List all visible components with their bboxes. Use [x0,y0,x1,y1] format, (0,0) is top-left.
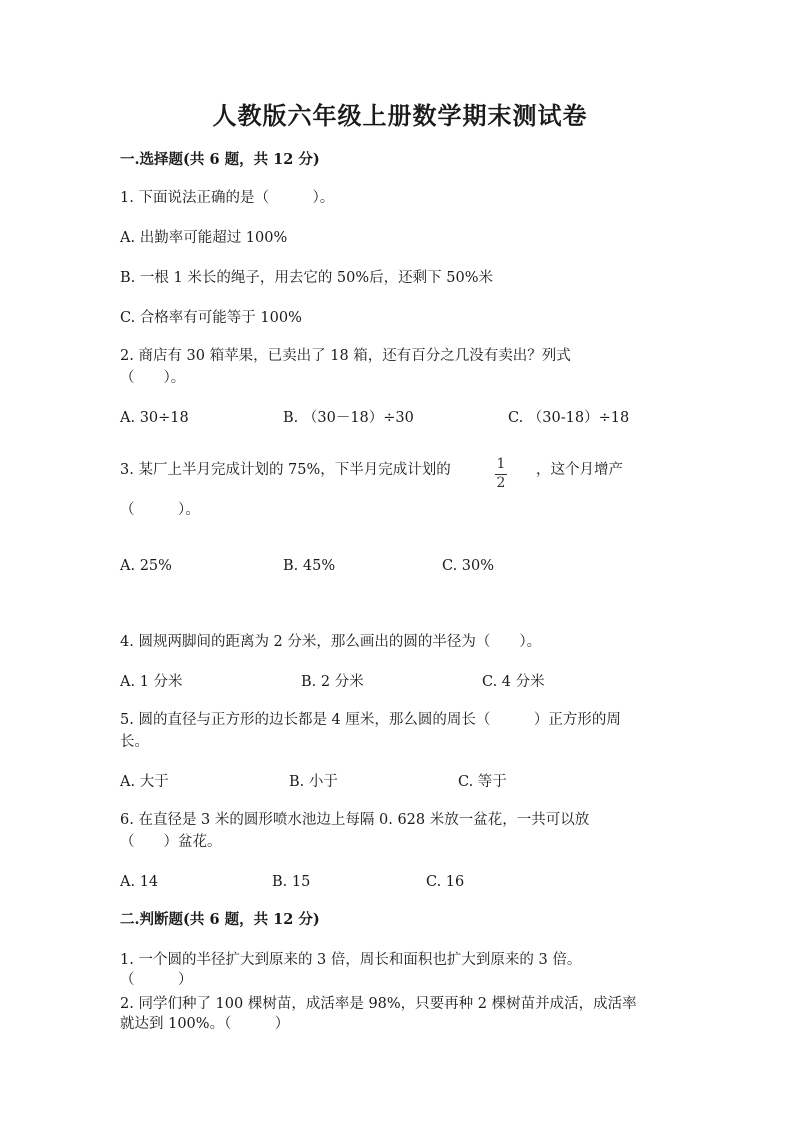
question-3-option-b: B. 45% [283,558,336,574]
question-6-text: 6. 在直径是 3 米的圆形喷水池边上每隔 0. 628 米放一盆花，一共可以放 [120,812,590,828]
fraction-numerator: 1 [496,456,506,472]
question-5-option-c: C. 等于 [458,774,507,790]
page-title: 人教版六年级上册数学期末测试卷 [212,101,588,130]
question-2-text-cont: （ ）。 [120,370,186,386]
question-5-option-b: B. 小于 [289,774,338,790]
judgement-1-text: 1. 一个圆的半径扩大到原来的 3 倍，周长和面积也扩大到原来的 3 倍。 [120,952,582,968]
question-5-text: 5. 圆的直径与正方形的边长都是 4 厘米，那么圆的周长（ ）正方形的周 [120,712,621,728]
question-6-option-b: B. 15 [272,874,311,890]
question-1-option-b: B. 一根 1 米长的绳子，用去它的 50%后，还剩下 50%米 [120,270,493,286]
question-5-text-cont: 长。 [120,734,149,750]
question-4-option-a: A. 1 分米 [120,674,183,690]
question-3-option-c: C. 30% [442,558,495,574]
question-1-option-a: A. 出勤率可能超过 100% [120,230,288,246]
question-3-text-cont: （ ）。 [120,502,200,518]
question-1-text: 1. 下面说法正确的是（ ）。 [120,190,335,206]
judgement-2-text-cont: 就达到 100%。（ ） [120,1016,290,1032]
fraction-one-half [492,456,510,492]
question-3-text: 3. 某厂上半月完成计划的 75%，下半月完成计划的 [120,462,451,478]
question-6-text-cont: （ ）盆花。 [120,834,222,850]
question-2-option-b: B. （30－18）÷30 [283,410,414,426]
question-4-option-b: B. 2 分米 [301,674,364,690]
judgement-2-text: 2. 同学们种了 100 棵树苗，成活率是 98%，只要再种 2 棵树苗并成活，成活率 [120,996,637,1012]
question-3-option-a: A. 25% [120,558,172,574]
question-3-text-tail: ，这个月增产 [536,462,623,478]
question-1-option-c: C. 合格率有可能等于 100% [120,310,302,326]
question-4-text: 4. 圆规两脚间的距离为 2 分米，那么画出的圆的半径为（ ）。 [120,634,542,650]
section-heading-judgement: 二.判断题(共 6 题，共 12 分) [120,911,320,928]
question-2-option-a: A. 30÷18 [120,410,189,426]
question-5-option-a: A. 大于 [120,774,169,790]
judgement-1-text-cont: （ ） [120,972,193,988]
question-6-option-c: C. 16 [426,874,465,890]
fraction-denominator: 2 [496,475,506,491]
question-2-option-c: C. （30-18）÷18 [508,410,630,426]
section-heading-choice: 一.选择题(共 6 题，共 12 分) [120,151,320,168]
question-6-option-a: A. 14 [120,874,159,890]
question-2-text: 2. 商店有 30 箱苹果，已卖出了 18 箱，还有百分之几没有卖出？列式 [120,348,571,364]
question-4-option-c: C. 4 分米 [482,674,545,690]
